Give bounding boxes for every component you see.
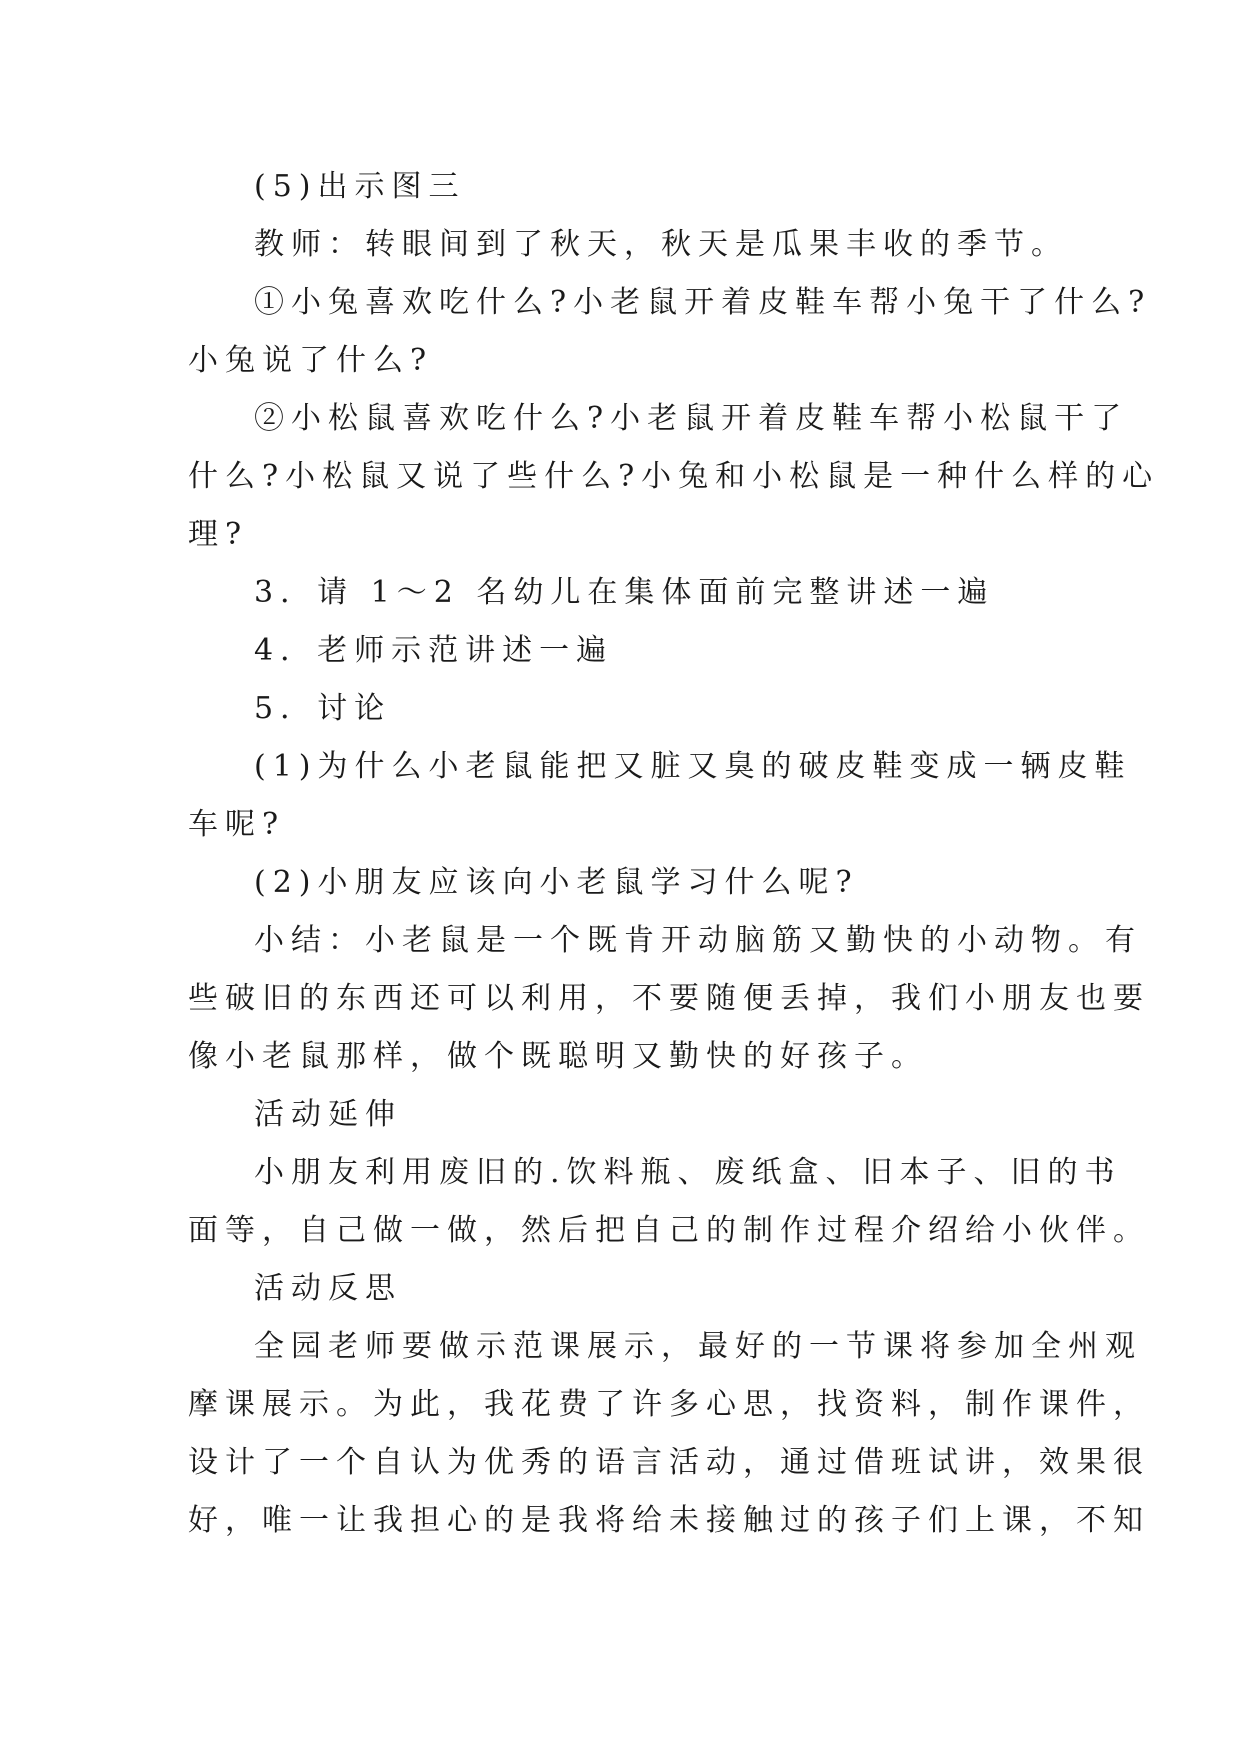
text-line: 像小老鼠那样，做个既聪明又勤快的好孩子。 [188, 1039, 928, 1074]
text-line: 好，唯一让我担心的是我将给未接触过的孩子们上课，不知 [188, 1503, 1150, 1538]
text-line: 全园老师要做示范课展示，最好的一节课将参加全州观 [254, 1329, 1142, 1364]
document-page [188, 158, 1160, 1550]
text-line: (2)小朋友应该向小老鼠学习什么呢? [254, 865, 859, 900]
text-line: 小兔说了什么? [188, 343, 434, 378]
text-line: 小结：小老鼠是一个既肯开动脑筋又勤快的小动物。有 [254, 923, 1142, 958]
text-line: 什么?小松鼠又说了些什么?小兔和小松鼠是一种什么样的心 [188, 459, 1160, 494]
text-line: 设计了一个自认为优秀的语言活动，通过借班试讲，效果很 [188, 1445, 1150, 1480]
text-line: 摩课展示。为此，我花费了许多心思，找资料，制作课件， [188, 1387, 1150, 1422]
text-line: 教师：转眼间到了秋天，秋天是瓜果丰收的季节。 [254, 227, 1068, 262]
text-line: 5．讨论 [254, 691, 392, 726]
text-line: 些破旧的东西还可以利用，不要随便丢掉，我们小朋友也要 [188, 981, 1150, 1016]
text-line: 面等，自己做一做，然后把自己的制作过程介绍给小伙伴。 [188, 1213, 1150, 1248]
text-line: (1)为什么小老鼠能把又脏又臭的破皮鞋变成一辆皮鞋 [254, 749, 1132, 784]
text-line: (5)出示图三 [254, 169, 466, 204]
text-line: 车呢? [188, 807, 286, 842]
text-line: ②小松鼠喜欢吃什么?小老鼠开着皮鞋车帮小松鼠干了 [254, 401, 1129, 436]
section-heading: 活动反思 [254, 1271, 402, 1306]
text-line: 4．老师示范讲述一遍 [254, 633, 614, 668]
text-line: 3．请 1～2 名幼儿在集体面前完整讲述一遍 [254, 575, 995, 610]
text-line: ①小兔喜欢吃什么?小老鼠开着皮鞋车帮小兔干了什么? [254, 285, 1152, 320]
text-line: 理? [188, 517, 249, 552]
text-line: 小朋友利用废旧的.饮料瓶、废纸盒、旧本子、旧的书 [254, 1155, 1122, 1190]
section-heading: 活动延伸 [254, 1097, 402, 1132]
